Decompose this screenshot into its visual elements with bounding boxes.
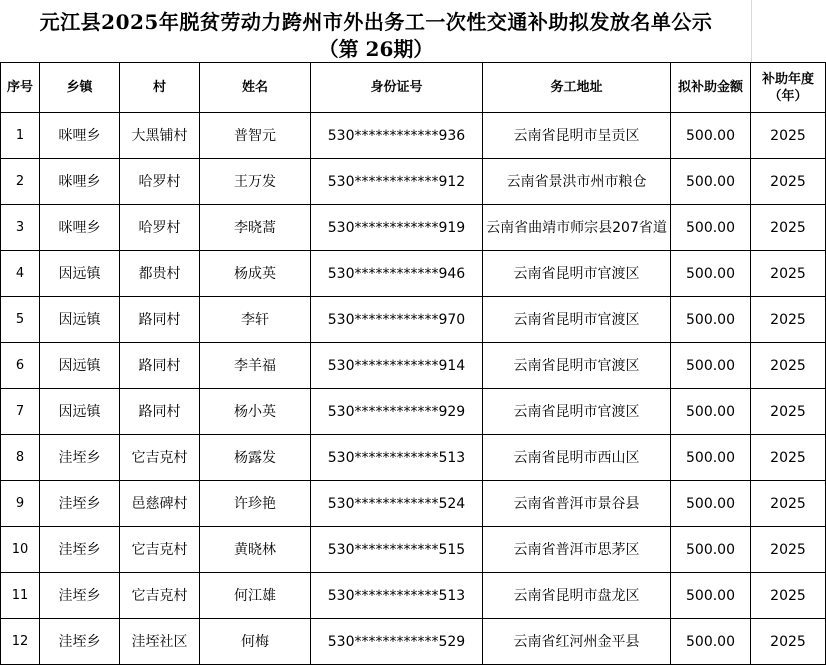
cell-id: 530************929: [311, 389, 483, 435]
table-row: [1, 297, 826, 343]
cell-no: 3: [1, 205, 40, 251]
cell-no: 12: [1, 619, 40, 665]
cell-amount: 500.00: [671, 389, 751, 435]
cell-village: 路同村: [120, 389, 200, 435]
table-row: [1, 343, 826, 389]
cell-village: 哈罗村: [120, 159, 200, 205]
col-header-name: 姓名: [200, 63, 311, 113]
cell-no: 11: [1, 573, 40, 619]
cell-address: 云南省景洪市州市粮仓: [483, 159, 671, 205]
cell-name: 杨小英: [200, 389, 311, 435]
cell-village: 大黑铺村: [120, 113, 200, 159]
col-header-address: 务工地址: [483, 63, 671, 113]
cell-id: 530************919: [311, 205, 483, 251]
cell-village: 路同村: [120, 343, 200, 389]
cell-name: 黄晓林: [200, 527, 311, 573]
col-header-amount: 拟补助金额: [671, 63, 751, 113]
cell-address: 云南省昆明市盘龙区: [483, 573, 671, 619]
cell-year: 2025: [751, 389, 826, 435]
page-title: 元江县2025年脱贫劳动力跨州市外出务工一次性交通补助拟发放名单公示: [39, 10, 713, 34]
cell-amount: 500.00: [671, 113, 751, 159]
cell-id: 530************513: [311, 435, 483, 481]
cell-address: 云南省昆明市官渡区: [483, 343, 671, 389]
cell-no: 10: [1, 527, 40, 573]
cell-address: 云南省普洱市景谷县: [483, 481, 671, 527]
cell-village: 邑慈碑村: [120, 481, 200, 527]
cell-name: 李轩: [200, 297, 311, 343]
cell-no: 1: [1, 113, 40, 159]
cell-year: 2025: [751, 113, 826, 159]
cell-amount: 500.00: [671, 435, 751, 481]
cell-year: 2025: [751, 481, 826, 527]
table-row: [1, 205, 826, 251]
cell-no: 2: [1, 159, 40, 205]
cell-township: 咪哩乡: [40, 159, 120, 205]
cell-year: 2025: [751, 205, 826, 251]
cell-township: 洼垤乡: [40, 573, 120, 619]
cell-township: 洼垤乡: [40, 527, 120, 573]
cell-amount: 500.00: [671, 205, 751, 251]
cell-township: 洼垤乡: [40, 619, 120, 665]
cell-id: 530************936: [311, 113, 483, 159]
cell-township: 咪哩乡: [40, 205, 120, 251]
cell-no: 9: [1, 481, 40, 527]
table-row: [1, 251, 826, 297]
col-header-township: 乡镇: [40, 63, 120, 113]
table-row: [1, 113, 826, 159]
cell-village: 它吉克村: [120, 573, 200, 619]
table-row: [1, 435, 826, 481]
cell-no: 5: [1, 297, 40, 343]
cell-name: 李羊福: [200, 343, 311, 389]
cell-village: 它吉克村: [120, 435, 200, 481]
cell-amount: 500.00: [671, 573, 751, 619]
col-header-village: 村: [120, 63, 200, 113]
col-header-no: 序号: [1, 63, 40, 113]
cell-year: 2025: [751, 159, 826, 205]
cell-village: 哈罗村: [120, 205, 200, 251]
cell-id: 530************914: [311, 343, 483, 389]
cell-address: 云南省昆明市官渡区: [483, 297, 671, 343]
cell-village: 都贵村: [120, 251, 200, 297]
cell-amount: 500.00: [671, 527, 751, 573]
cell-township: 洼垤乡: [40, 435, 120, 481]
cell-id: 530************524: [311, 481, 483, 527]
cell-year: 2025: [751, 343, 826, 389]
cell-address: 云南省普洱市思茅区: [483, 527, 671, 573]
table-row: [1, 389, 826, 435]
cell-id: 530************513: [311, 573, 483, 619]
cell-amount: 500.00: [671, 343, 751, 389]
col-header-year: 补助年度（年）: [751, 63, 826, 113]
table-row: [1, 573, 826, 619]
table-row: [1, 619, 826, 665]
table-row: [1, 159, 826, 205]
page-subtitle: （第 26期）: [318, 37, 434, 61]
cell-address: 云南省昆明市官渡区: [483, 389, 671, 435]
cell-year: 2025: [751, 251, 826, 297]
cell-name: 杨成英: [200, 251, 311, 297]
cell-name: 李晓蒿: [200, 205, 311, 251]
cell-id: 530************946: [311, 251, 483, 297]
cell-year: 2025: [751, 435, 826, 481]
table-row: [1, 481, 826, 527]
cell-township: 咪哩乡: [40, 113, 120, 159]
cell-name: 何江雄: [200, 573, 311, 619]
cell-village: 洼垤社区: [120, 619, 200, 665]
cell-year: 2025: [751, 527, 826, 573]
cell-name: 普智元: [200, 113, 311, 159]
cell-address: 云南省昆明市西山区: [483, 435, 671, 481]
cell-name: 王万发: [200, 159, 311, 205]
cell-year: 2025: [751, 573, 826, 619]
cell-township: 因远镇: [40, 251, 120, 297]
cell-township: 因远镇: [40, 389, 120, 435]
cell-address: 云南省昆明市官渡区: [483, 251, 671, 297]
cell-amount: 500.00: [671, 297, 751, 343]
table-row: [1, 527, 826, 573]
cell-name: 杨露发: [200, 435, 311, 481]
cell-amount: 500.00: [671, 481, 751, 527]
cell-amount: 500.00: [671, 159, 751, 205]
cell-township: 因远镇: [40, 297, 120, 343]
cell-year: 2025: [751, 619, 826, 665]
cell-village: 它吉克村: [120, 527, 200, 573]
cell-no: 6: [1, 343, 40, 389]
cell-name: 何梅: [200, 619, 311, 665]
cell-no: 4: [1, 251, 40, 297]
cell-amount: 500.00: [671, 251, 751, 297]
cell-name: 许珍艳: [200, 481, 311, 527]
cell-address: 云南省红河州金平县: [483, 619, 671, 665]
cell-amount: 500.00: [671, 619, 751, 665]
cell-id: 530************912: [311, 159, 483, 205]
cell-no: 7: [1, 389, 40, 435]
cell-address: 云南省昆明市呈贡区: [483, 113, 671, 159]
cell-township: 因远镇: [40, 343, 120, 389]
beneficiary-table: [0, 62, 826, 665]
cell-year: 2025: [751, 297, 826, 343]
cell-village: 路同村: [120, 297, 200, 343]
cell-id: 530************515: [311, 527, 483, 573]
cell-address: 云南省曲靖市师宗县207省道: [483, 205, 671, 251]
cell-township: 洼垤乡: [40, 481, 120, 527]
cell-no: 8: [1, 435, 40, 481]
header-row: [1, 63, 826, 113]
cell-id: 530************970: [311, 297, 483, 343]
col-header-id: 身份证号: [311, 63, 483, 113]
title-block: [0, 0, 752, 62]
cell-id: 530************529: [311, 619, 483, 665]
